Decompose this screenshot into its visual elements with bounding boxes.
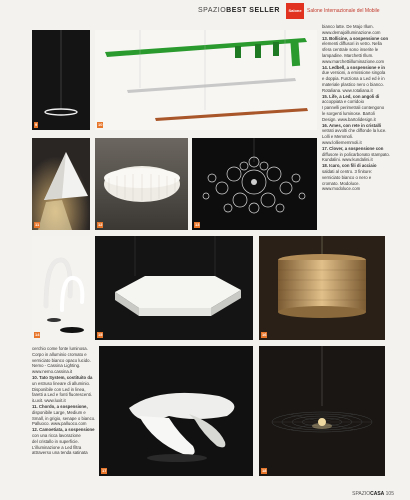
photo-number: 17 <box>102 468 107 473</box>
photo-number: 15 <box>98 332 103 337</box>
photo-number: 18 <box>262 468 267 473</box>
section-title <box>198 7 280 14</box>
caption-line: Small, in grigio, senape o bianco. <box>32 415 96 421</box>
caption-line: materiale plastico nero o bianco. <box>322 81 384 87</box>
photo-number: 16 <box>262 332 267 337</box>
track-lamp-image <box>95 30 317 130</box>
caption-line: 17. Clover, a sospensione con <box>322 145 384 151</box>
caption-line: saldati al centro. 3 finiture: <box>322 168 373 174</box>
bubble-chandelier-image <box>192 138 317 230</box>
caption-line: 14. Ledbell, a sospensione e in <box>322 64 386 70</box>
photo-9 <box>32 30 90 130</box>
caption-line: www.nemo.cassina.it <box>32 369 73 375</box>
caption-line: lampadine. Marchetti Illum. <box>322 52 374 58</box>
caption-line: Corpo in alluminio cromato e <box>32 351 87 357</box>
caption-line: 15. Life, a Led, con angoli di <box>322 93 380 99</box>
photo-number: 12 <box>98 222 103 227</box>
caption-line: due versioni, a emissione singola <box>322 70 386 76</box>
caption-line: iLuxit. www.luxit.it <box>32 398 66 404</box>
caption-line: Palluoco. www.palluoco.com <box>32 421 87 427</box>
caption-line: attraverso una tenda satinata <box>32 450 88 456</box>
photo-10 <box>95 30 317 130</box>
caption-line: 18. Icaro, con fili di acciaio <box>322 163 377 169</box>
photo-number: 9 <box>35 122 38 127</box>
photo-number: 13 <box>195 222 200 227</box>
caption-line: cromato. Modoluce. <box>322 180 360 186</box>
section-name: BEST SELLER <box>226 7 280 14</box>
caption-line: con una ricca lavorazione <box>32 432 81 438</box>
page-header <box>0 2 410 20</box>
photo-number: 10 <box>98 122 103 127</box>
caption-line: 10. Tato System, costituito da <box>32 374 93 380</box>
caption-line: disponibile Large, Medium e <box>32 409 86 415</box>
ames-drum-image <box>259 236 385 340</box>
caption-line: del cristallo in superficie. <box>32 438 79 444</box>
caption-line: Kundalini. www.kundalini.it <box>322 157 373 163</box>
section-prefix: SPAZIO <box>198 7 227 14</box>
caption-line: faretti a Led e fonti fluorescenti. <box>32 392 92 398</box>
page-number: 105 <box>385 491 394 497</box>
photo-17 <box>99 346 253 476</box>
caption-line: 13. Bollicine, a sospensione con <box>322 35 389 41</box>
photo-number: 14 <box>35 332 40 337</box>
caption-line: Design. www.bartolidesign.it <box>322 116 376 122</box>
caption-line: accoppiata e corridoio <box>322 99 365 105</box>
caption-line: bianco latte. De Majo Illum. <box>322 24 374 29</box>
footer-prefix: SPAZIO <box>352 491 371 497</box>
caption-line: verniciato bianco o nero e <box>322 174 372 180</box>
footer-magazine: CASA <box>370 491 385 497</box>
caption-line: www.demajoilluminazione.com <box>322 29 381 35</box>
caption-line: Nemo - Cassina Lighting. <box>32 363 81 369</box>
caption-line: verniciato bianco opaco lucido. <box>32 357 91 363</box>
caption-line: e doppia. Funziona a Led ed è in <box>322 76 385 82</box>
icaro-lamp-image <box>259 346 385 476</box>
life-panel-image <box>95 236 253 340</box>
ledbell-lamp-image <box>32 236 90 340</box>
photo-14 <box>32 236 90 340</box>
page-footer <box>352 491 394 497</box>
caption-line: 11. Chordo, a sospensione, <box>32 403 88 409</box>
caption-line: www.marchettiilluminazione.com <box>322 58 385 64</box>
caption-line: vetrati avvolti che diffonde la luce. <box>322 128 387 134</box>
salone-badge: Salone <box>286 3 304 19</box>
photo-number: 11 <box>35 222 40 227</box>
event-title: Salone Internazionale del Mobile <box>307 8 380 14</box>
caption-line: I pannelli perimetrali contengono <box>322 105 385 111</box>
caption-line: 16. Ames, con rete in cristalli <box>322 122 382 128</box>
photo-12 <box>95 138 188 230</box>
photo-15 <box>95 236 253 340</box>
pleated-lamp-image <box>95 138 188 230</box>
caption-column-right <box>322 24 408 192</box>
caption-line: diffusore in policarbonato stampato. <box>322 151 390 157</box>
caption-line: Disponibile con Led in linea, <box>32 386 86 392</box>
caption-line: www.modoluce.com <box>322 186 361 192</box>
caption-line: cerchio come fonte luminosa. <box>32 346 88 351</box>
caption-line: Rotaliana. www.rotaliana.it <box>322 87 373 93</box>
caption-line: L'illuminazione a Led filtra <box>32 444 82 450</box>
photo-11 <box>32 138 90 230</box>
caption-line: www.lolliememmoli.it <box>322 139 362 145</box>
photo-16 <box>259 236 385 340</box>
caption-column-left <box>32 346 96 456</box>
ring-lamp-image <box>32 30 90 130</box>
caption-line: elementi diffusori in vetro. Nella <box>322 41 382 47</box>
caption-line: le sorgenti luminose. Bartoli <box>322 110 375 116</box>
photo-18 <box>259 346 385 476</box>
cone-lamp-image <box>32 138 90 230</box>
photo-13 <box>192 138 317 230</box>
caption-line: Lolli e Memmoli. <box>322 134 354 140</box>
clover-lamp-image <box>99 346 253 476</box>
caption-line: 12. Camoetiata, a sospensione <box>32 427 95 433</box>
caption-line: sfera centrale sono inserite le <box>322 47 379 53</box>
caption-line: un estruso lineare di alluminio. <box>32 380 91 386</box>
